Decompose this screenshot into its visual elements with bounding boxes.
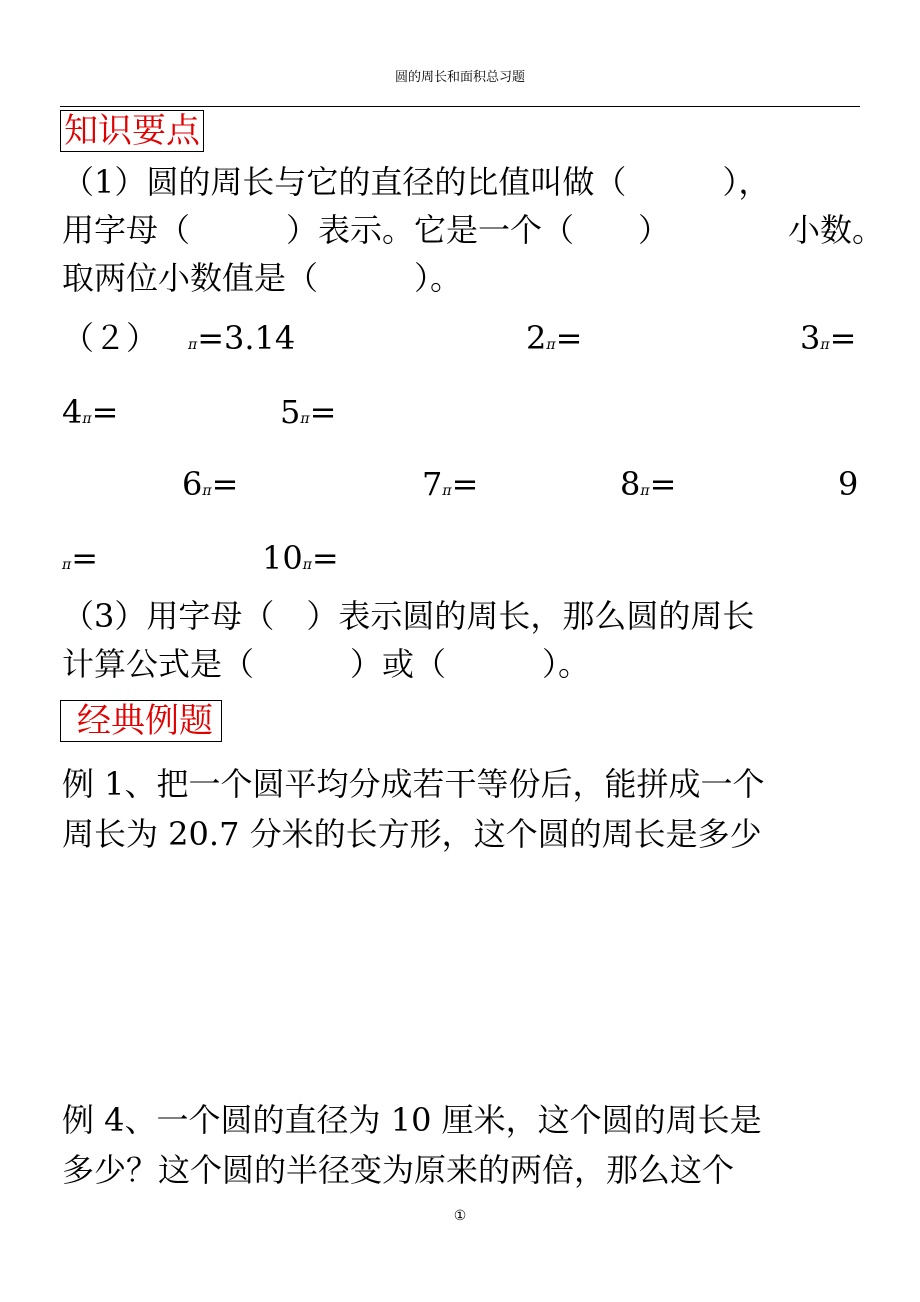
q2-7pi-num: 7: [422, 465, 443, 503]
equals: =: [829, 319, 857, 357]
q2-4pi: [62, 392, 118, 439]
equals: =: [309, 393, 337, 431]
q1-line-2-end: 小数。: [788, 211, 885, 249]
equals: =: [311, 539, 339, 577]
section-knowledge-title: 知识要点: [64, 111, 200, 151]
q2-3pi-num: 3: [800, 319, 821, 357]
page-number: ①: [453, 1208, 467, 1224]
q2-5pi-num: 5: [280, 393, 301, 431]
page-header: 圆的周长和面积总习题: [394, 70, 525, 85]
pi-symbol: π: [442, 483, 452, 499]
q2-9-num: 9: [838, 465, 859, 503]
pi-symbol: π: [62, 557, 72, 573]
q1-line-1: （1）圆的周长与它的直径的比值叫做（ ），: [62, 163, 771, 201]
q2-10pi-num: 10: [262, 539, 303, 577]
example-1-line-1: 例 1、把一个圆平均分成若干等份后，能拼成一个: [62, 765, 765, 803]
q2-2pi-num: 2: [526, 319, 547, 357]
q2-6pi-num: 6: [182, 465, 203, 503]
q2-8pi: [620, 464, 676, 511]
pi-symbol: π: [546, 337, 556, 353]
equals: =: [211, 465, 239, 503]
pi-value: =3.14: [197, 319, 296, 357]
q2-label: （２）: [62, 319, 159, 357]
q2-9pi-tail: [62, 538, 98, 585]
header-rule: [60, 106, 860, 107]
q1-line-2: 用字母（ ）表示。它是一个（ ）: [62, 211, 671, 249]
section-examples-title: 经典例题: [77, 701, 213, 741]
pi-symbol: π: [188, 337, 198, 353]
q2-5pi: [280, 392, 336, 439]
pi-symbol: π: [820, 337, 830, 353]
pi-symbol: π: [640, 483, 650, 499]
pi-symbol: π: [202, 483, 212, 499]
q3-line-2: 计算公式是（ ）或（ ）。: [62, 645, 591, 683]
equals: =: [555, 319, 583, 357]
pi-symbol: π: [300, 411, 310, 427]
q2-3pi: [800, 318, 856, 365]
equals: =: [71, 539, 99, 577]
example-1-line-2: 周长为 20.7 分米的长方形，这个圆的周长是多少: [62, 815, 762, 853]
example-4-line-2: 多少？这个圆的半径变为原来的两倍，那么这个: [62, 1151, 735, 1189]
section-knowledge-box: [60, 110, 204, 152]
equals: =: [649, 465, 677, 503]
q3-line-1: （3）用字母（ ）表示圆的周长，那么圆的周长: [62, 597, 755, 635]
section-examples-box: [60, 700, 222, 742]
q2-pi-value: [188, 318, 295, 365]
pi-symbol: π: [302, 557, 312, 573]
q2-7pi: [422, 464, 478, 511]
q2-6pi: [182, 464, 238, 511]
equals: =: [91, 393, 119, 431]
q1-line-3: 取两位小数值是（ ）。: [62, 259, 463, 297]
equals: =: [451, 465, 479, 503]
q2-10pi: [262, 538, 339, 585]
q2-8pi-num: 8: [620, 465, 641, 503]
example-4-line-1: 例 4、一个圆的直径为 10 厘米，这个圆的周长是: [62, 1101, 762, 1139]
q2-4pi-num: 4: [62, 393, 83, 431]
q2-2pi: [526, 318, 582, 365]
pi-symbol: π: [82, 411, 92, 427]
